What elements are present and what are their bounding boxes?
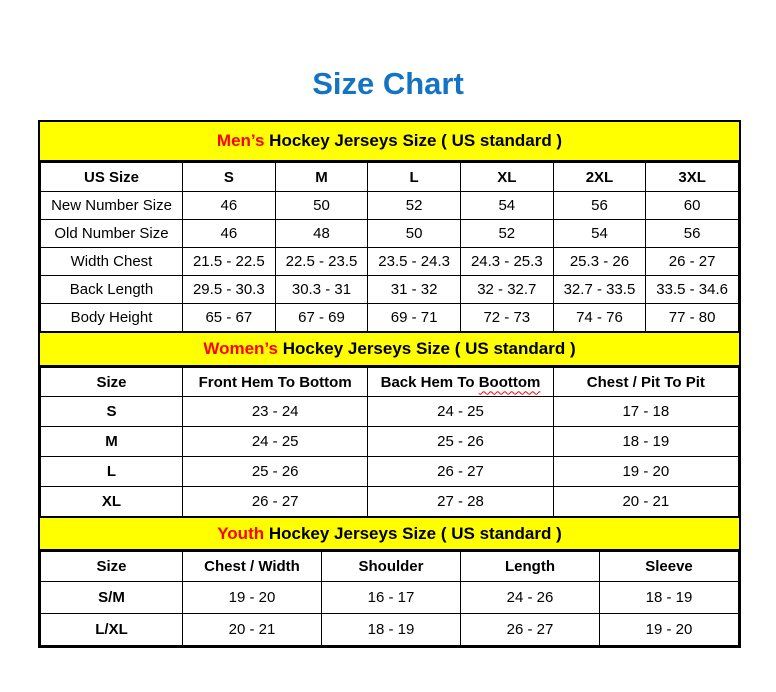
cell: 25 - 26 bbox=[183, 457, 368, 487]
cell: 18 - 19 bbox=[600, 582, 739, 614]
cell: 20 - 21 bbox=[183, 614, 322, 646]
band-title: Hockey Jerseys Size ( US standard ) bbox=[277, 339, 576, 358]
cell: 74 - 76 bbox=[553, 304, 646, 332]
col-header-youth-3: Length bbox=[461, 552, 600, 582]
cell: 60 bbox=[646, 192, 739, 220]
row-label-youth-0: S/M bbox=[41, 582, 183, 614]
section-womens bbox=[40, 332, 739, 517]
col-header-youth-2: Shoulder bbox=[322, 552, 461, 582]
cell: 54 bbox=[460, 192, 553, 220]
cell: 50 bbox=[275, 192, 368, 220]
row-label-youth-1: L/XL bbox=[41, 614, 183, 646]
table-row bbox=[41, 457, 739, 487]
cell: 18 - 19 bbox=[553, 427, 738, 457]
cell: 17 - 18 bbox=[553, 397, 738, 427]
band-title: Hockey Jerseys Size ( US standard ) bbox=[264, 131, 563, 150]
cell: 26 - 27 bbox=[646, 248, 739, 276]
cell: 21.5 - 22.5 bbox=[183, 248, 276, 276]
table-row bbox=[41, 220, 739, 248]
cell: 26 - 27 bbox=[461, 614, 600, 646]
cell: 30.3 - 31 bbox=[275, 276, 368, 304]
cell: 27 - 28 bbox=[368, 487, 553, 517]
cell: 24 - 26 bbox=[461, 582, 600, 614]
row-label-mens-4: Body Height bbox=[41, 304, 183, 332]
col-header-mens-5: 2XL bbox=[553, 163, 646, 192]
cell: 26 - 27 bbox=[183, 487, 368, 517]
band-youth bbox=[40, 517, 739, 551]
col-header-womens-2 bbox=[368, 368, 553, 397]
table-row bbox=[41, 248, 739, 276]
size-chart bbox=[38, 120, 741, 648]
row-label-womens-1: M bbox=[41, 427, 183, 457]
band-highlight: Youth bbox=[217, 524, 265, 543]
misspelled-word: Boottom bbox=[478, 373, 541, 391]
col-header-womens-1: Front Hem To Bottom bbox=[183, 368, 368, 397]
table-row bbox=[41, 304, 739, 332]
band-womens bbox=[40, 332, 739, 367]
band-highlight: Women’s bbox=[203, 339, 278, 358]
cell: 48 bbox=[275, 220, 368, 248]
cell: 32.7 - 33.5 bbox=[553, 276, 646, 304]
cell: 77 - 80 bbox=[646, 304, 739, 332]
cell: 16 - 17 bbox=[322, 582, 461, 614]
row-label-mens-2: Width Chest bbox=[41, 248, 183, 276]
cell: 69 - 71 bbox=[368, 304, 461, 332]
table-row bbox=[41, 192, 739, 220]
table-row bbox=[41, 427, 739, 457]
table-womens bbox=[40, 367, 739, 517]
cell: 23 - 24 bbox=[183, 397, 368, 427]
table-row bbox=[41, 397, 739, 427]
row-label-mens-0: New Number Size bbox=[41, 192, 183, 220]
cell: 67 - 69 bbox=[275, 304, 368, 332]
row-label-womens-2: L bbox=[41, 457, 183, 487]
cell: 19 - 20 bbox=[183, 582, 322, 614]
cell: 46 bbox=[183, 192, 276, 220]
col-header-mens-0: US Size bbox=[41, 163, 183, 192]
cell: 24.3 - 25.3 bbox=[460, 248, 553, 276]
col-header-mens-2: M bbox=[275, 163, 368, 192]
cell: 25 - 26 bbox=[368, 427, 553, 457]
cell: 33.5 - 34.6 bbox=[646, 276, 739, 304]
col-header-womens-3: Chest / Pit To Pit bbox=[553, 368, 738, 397]
col-header-youth-1: Chest / Width bbox=[183, 552, 322, 582]
col-header-mens-1: S bbox=[183, 163, 276, 192]
cell: 46 bbox=[183, 220, 276, 248]
row-label-womens-0: S bbox=[41, 397, 183, 427]
col-header-womens-0: Size bbox=[41, 368, 183, 397]
band-highlight: Men’s bbox=[216, 131, 265, 150]
header-row-youth bbox=[41, 552, 739, 582]
cell: 23.5 - 24.3 bbox=[368, 248, 461, 276]
cell: 19 - 20 bbox=[600, 614, 739, 646]
col-header-mens-3: L bbox=[368, 163, 461, 192]
cell: 52 bbox=[368, 192, 461, 220]
header-row-womens bbox=[41, 368, 739, 397]
cell: 31 - 32 bbox=[368, 276, 461, 304]
table-mens bbox=[40, 162, 739, 332]
table-row bbox=[41, 487, 739, 517]
table-row bbox=[41, 614, 739, 646]
cell: 24 - 25 bbox=[368, 397, 553, 427]
header-text: Back Hem To bbox=[380, 373, 479, 391]
col-header-youth-0: Size bbox=[41, 552, 183, 582]
cell: 19 - 20 bbox=[553, 457, 738, 487]
cell: 54 bbox=[553, 220, 646, 248]
cell: 29.5 - 30.3 bbox=[183, 276, 276, 304]
cell: 32 - 32.7 bbox=[460, 276, 553, 304]
cell: 18 - 19 bbox=[322, 614, 461, 646]
col-header-mens-4: XL bbox=[460, 163, 553, 192]
cell: 56 bbox=[553, 192, 646, 220]
table-row bbox=[41, 276, 739, 304]
col-header-mens-6: 3XL bbox=[646, 163, 739, 192]
col-header-youth-4: Sleeve bbox=[600, 552, 739, 582]
cell: 56 bbox=[646, 220, 739, 248]
cell: 26 - 27 bbox=[368, 457, 553, 487]
cell: 22.5 - 23.5 bbox=[275, 248, 368, 276]
header-row-mens bbox=[41, 163, 739, 192]
cell: 24 - 25 bbox=[183, 427, 368, 457]
row-label-mens-3: Back Length bbox=[41, 276, 183, 304]
table-youth bbox=[40, 551, 739, 646]
band-title: Hockey Jerseys Size ( US standard ) bbox=[264, 524, 562, 543]
section-mens bbox=[40, 122, 739, 332]
cell: 52 bbox=[460, 220, 553, 248]
band-mens bbox=[40, 122, 739, 162]
cell: 20 - 21 bbox=[553, 487, 738, 517]
row-label-womens-3: XL bbox=[41, 487, 183, 517]
table-row bbox=[41, 582, 739, 614]
cell: 25.3 - 26 bbox=[553, 248, 646, 276]
section-youth bbox=[40, 517, 739, 646]
cell: 65 - 67 bbox=[183, 304, 276, 332]
cell: 50 bbox=[368, 220, 461, 248]
cell: 72 - 73 bbox=[460, 304, 553, 332]
row-label-mens-1: Old Number Size bbox=[41, 220, 183, 248]
page-title: Size Chart bbox=[312, 66, 464, 101]
